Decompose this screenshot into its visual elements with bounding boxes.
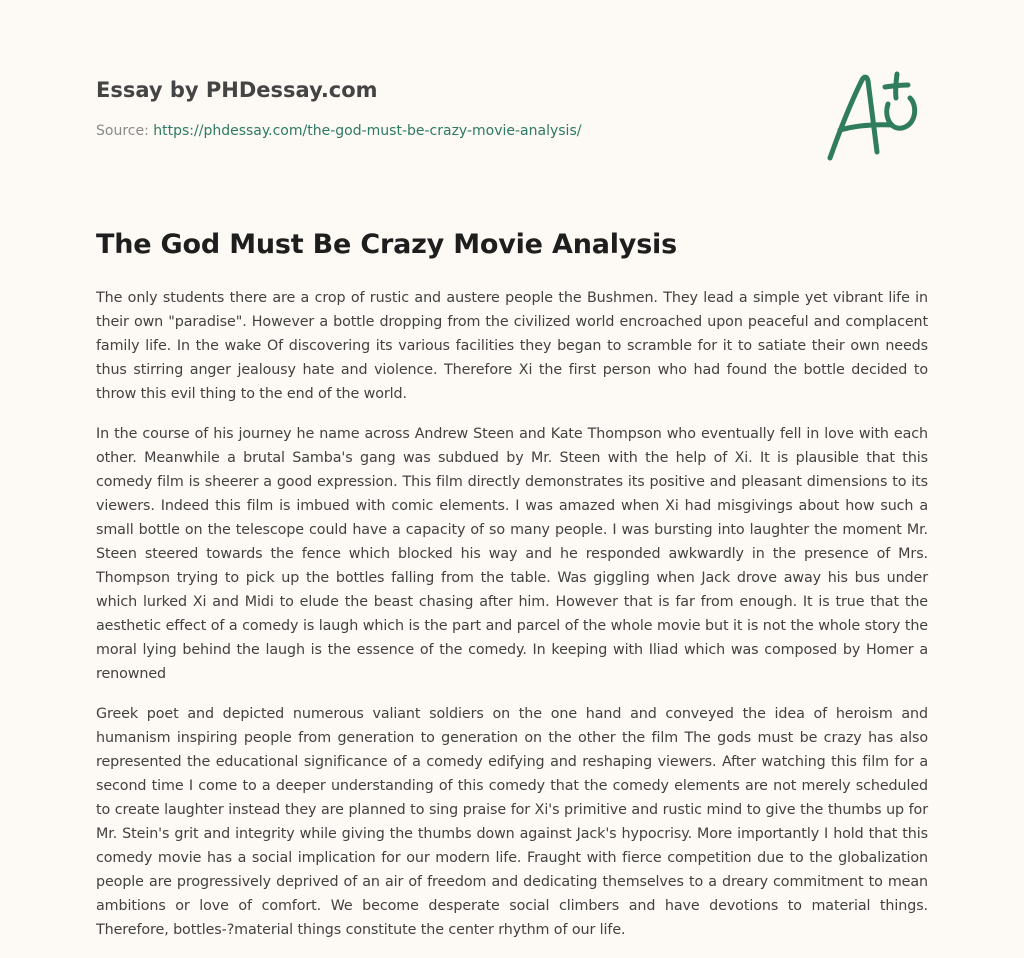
source-label: Source: (96, 123, 154, 139)
essay-paragraph-2: In the course of his journey he name across Andrew Steen and Kate Thompson who eventually fell in love with each other. Meanwhile a brutal Samba's gang was subdued by Mr. Steen with the help of Xi. It is plausible that this comedy film is sheerer a good expression. This film directly demonstrates its positive and pleasant dimensions to its viewers. Indeed this film is imbued with comic elements. I was amazed when Xi had misgivings about how such a small bottle on the telescope could have a capacity of so many people. I was bursting into laughter the moment Mr. Steen steered towards the fence which blocked his way and he responded awkwardly in the presence of Mrs. Thompson trying to pick up the bottles falling from the table. Was giggling when Jack drove away his bus under which lurked Xi and Midi to elude the beast chasing after him. However that is far from enough. It is true that the aesthetic effect of a comedy is laugh which is the part and parcel of the whole movie but it is not the whole story the moral lying behind the laugh is the essence of the comedy. In keeping with Iliad which was composed by Homer a renowned (96, 426, 928, 682)
page-header (96, 76, 796, 141)
essay-paragraph-1: The only students there are a crop of rustic and austere people the Bushmen. They lead a simple yet vibrant life in their own "paradise". However a bottle dropping from the civilized world encroached upon peaceful and complacent family life. In the wake Of discovering its various facilities they began to scramble for it to satiate their own needs thus stirring anger jealousy hate and violence. Therefore Xi the first person who had found the bottle decided to throw this evil thing to the end of the world. (96, 290, 928, 402)
source-line (96, 121, 796, 141)
a-plus-logo-svg (822, 68, 932, 168)
essay-title: The God Must Be Crazy Movie Analysis (96, 229, 677, 260)
source-link[interactable]: https://phdessay.com/the-god-must-be-crazy-movie-analysis/ (153, 123, 582, 139)
essay-content (96, 224, 928, 958)
a-plus-grade-icon (822, 68, 932, 168)
essay-paragraph-3: Greek poet and depicted numerous valiant soldiers on the one hand and conveyed the idea of heroism and humanism inspiring people from generation to generation on the other the film The gods must be crazy has also represented the educational significance of a comedy edifying and reshaping viewers. After watching this film for a second time I come to a deeper understanding of this comedy that the comedy elements are not merely scheduled to create laughter instead they are planned to sing praise for Xi's primitive and rustic mind to give the thumbs up for Mr. Stein's grit and integrity while giving the thumbs down against Jack's hypocrisy. More importantly I hold that this comedy movie has a social implication for our modern life. Fraught with fierce competition due to the globalization people are progressively deprived of an air of freedom and dedicating themselves to a dreary commitment to mean ambitions or love of comfort. We become desperate social climbers and have devotions to material things. Therefore, bottles-?material things constitute the center rhythm of our life. (96, 706, 928, 938)
site-title: Essay by PHDessay.com (96, 78, 378, 102)
